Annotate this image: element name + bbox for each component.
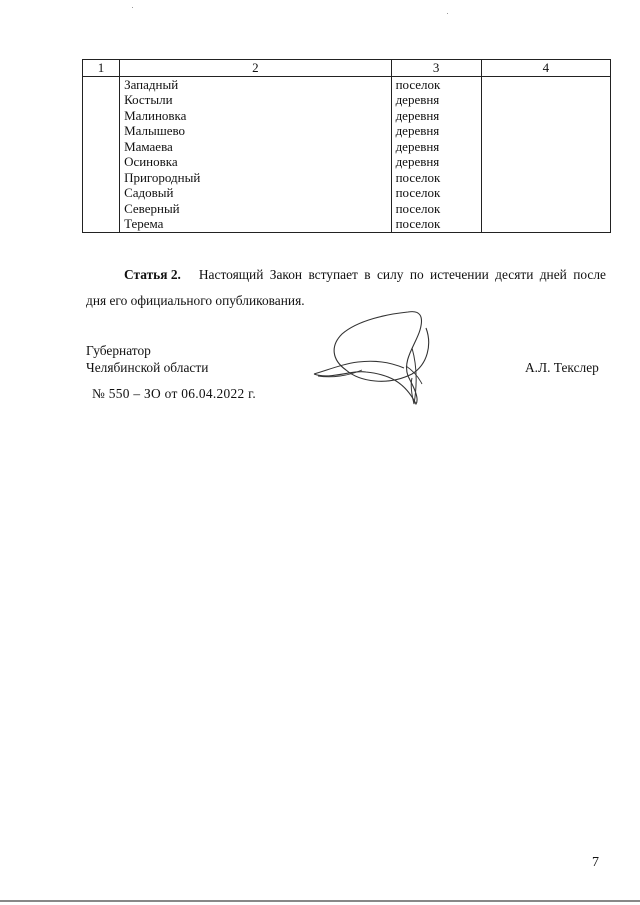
article-word: десяти bbox=[495, 267, 534, 282]
scan-speck bbox=[447, 13, 448, 14]
law-reference: № 550 – ЗО от 06.04.2022 г. bbox=[92, 386, 257, 401]
cell-settlement-name: Садовый bbox=[120, 185, 392, 201]
table-header-col-2: 2 bbox=[120, 60, 392, 77]
page-number: 7 bbox=[592, 855, 599, 870]
cell-settlement-type: деревня bbox=[391, 154, 481, 170]
handwritten-signature bbox=[308, 300, 448, 412]
cell-settlement-name: Костыли bbox=[120, 92, 392, 108]
cell-settlement-name: Терема bbox=[120, 216, 392, 232]
article-word: после bbox=[573, 267, 606, 282]
cell-settlement-name: Западный bbox=[120, 76, 392, 92]
cell-settlement-type: поселок bbox=[391, 185, 481, 201]
article-word: Настоящий bbox=[198, 267, 264, 282]
table-header-col-3: 3 bbox=[391, 60, 481, 77]
article-word: Закон bbox=[269, 267, 303, 282]
article-text-line-1 bbox=[199, 262, 606, 288]
cell-notes bbox=[481, 216, 610, 232]
cell-notes bbox=[481, 139, 610, 155]
cell-notes bbox=[481, 201, 610, 217]
cell-number bbox=[83, 139, 120, 155]
table-header-col-4: 4 bbox=[481, 60, 610, 77]
cell-notes bbox=[481, 185, 610, 201]
table-row bbox=[83, 123, 611, 139]
cell-number bbox=[83, 123, 120, 139]
article-word: по bbox=[409, 267, 424, 282]
cell-settlement-type: деревня bbox=[391, 108, 481, 124]
cell-number bbox=[83, 108, 120, 124]
cell-settlement-type: деревня bbox=[391, 123, 481, 139]
table-row bbox=[83, 185, 611, 201]
scan-speck bbox=[132, 7, 133, 8]
cell-notes bbox=[481, 154, 610, 170]
cell-notes bbox=[481, 123, 610, 139]
cell-settlement-type: поселок bbox=[391, 76, 481, 92]
article-word: в bbox=[364, 267, 371, 282]
signatory-position-line-1: Губернатор bbox=[86, 343, 151, 358]
cell-notes bbox=[481, 108, 610, 124]
cell-settlement-name: Мамаева bbox=[120, 139, 392, 155]
cell-settlement-type: деревня bbox=[391, 139, 481, 155]
cell-settlement-name: Осиновка bbox=[120, 154, 392, 170]
cell-number bbox=[83, 216, 120, 232]
table-row bbox=[83, 216, 611, 232]
table-row bbox=[83, 108, 611, 124]
cell-number bbox=[83, 92, 120, 108]
settlements-table bbox=[82, 59, 611, 233]
cell-settlement-type: деревня bbox=[391, 92, 481, 108]
article-word: дней bbox=[539, 267, 567, 282]
table-row bbox=[83, 201, 611, 217]
cell-settlement-type: поселок bbox=[391, 170, 481, 186]
cell-number bbox=[83, 185, 120, 201]
table-row bbox=[83, 76, 611, 92]
cell-settlement-type: поселок bbox=[391, 201, 481, 217]
table-header-col-1: 1 bbox=[83, 60, 120, 77]
cell-number bbox=[83, 76, 120, 92]
signatory-position bbox=[86, 343, 208, 376]
article-text-line-2: дня его официального опубликования. bbox=[86, 293, 305, 308]
cell-notes bbox=[481, 92, 610, 108]
page-bottom-edge bbox=[0, 900, 640, 902]
cell-number bbox=[83, 154, 120, 170]
article-word: истечении bbox=[430, 267, 489, 282]
cell-number bbox=[83, 170, 120, 186]
table-row bbox=[83, 154, 611, 170]
signatory-name: А.Л. Текслер bbox=[525, 360, 599, 375]
cell-settlement-name: Малышево bbox=[120, 123, 392, 139]
cell-settlement-name: Пригородный bbox=[120, 170, 392, 186]
cell-settlement-name: Северный bbox=[120, 201, 392, 217]
cell-number bbox=[83, 201, 120, 217]
article-heading: Статья 2. bbox=[124, 267, 181, 282]
cell-settlement-type: поселок bbox=[391, 216, 481, 232]
table-header-row bbox=[83, 60, 611, 77]
table-row bbox=[83, 92, 611, 108]
article-first-line bbox=[86, 262, 606, 288]
article-word: вступает bbox=[308, 267, 358, 282]
signatory-position-line-2: Челябинской области bbox=[86, 359, 209, 375]
cell-notes bbox=[481, 170, 610, 186]
table-row bbox=[83, 170, 611, 186]
article-word: силу bbox=[376, 267, 404, 282]
cell-notes bbox=[481, 76, 610, 92]
cell-settlement-name: Малиновка bbox=[120, 108, 392, 124]
table-row bbox=[83, 139, 611, 155]
